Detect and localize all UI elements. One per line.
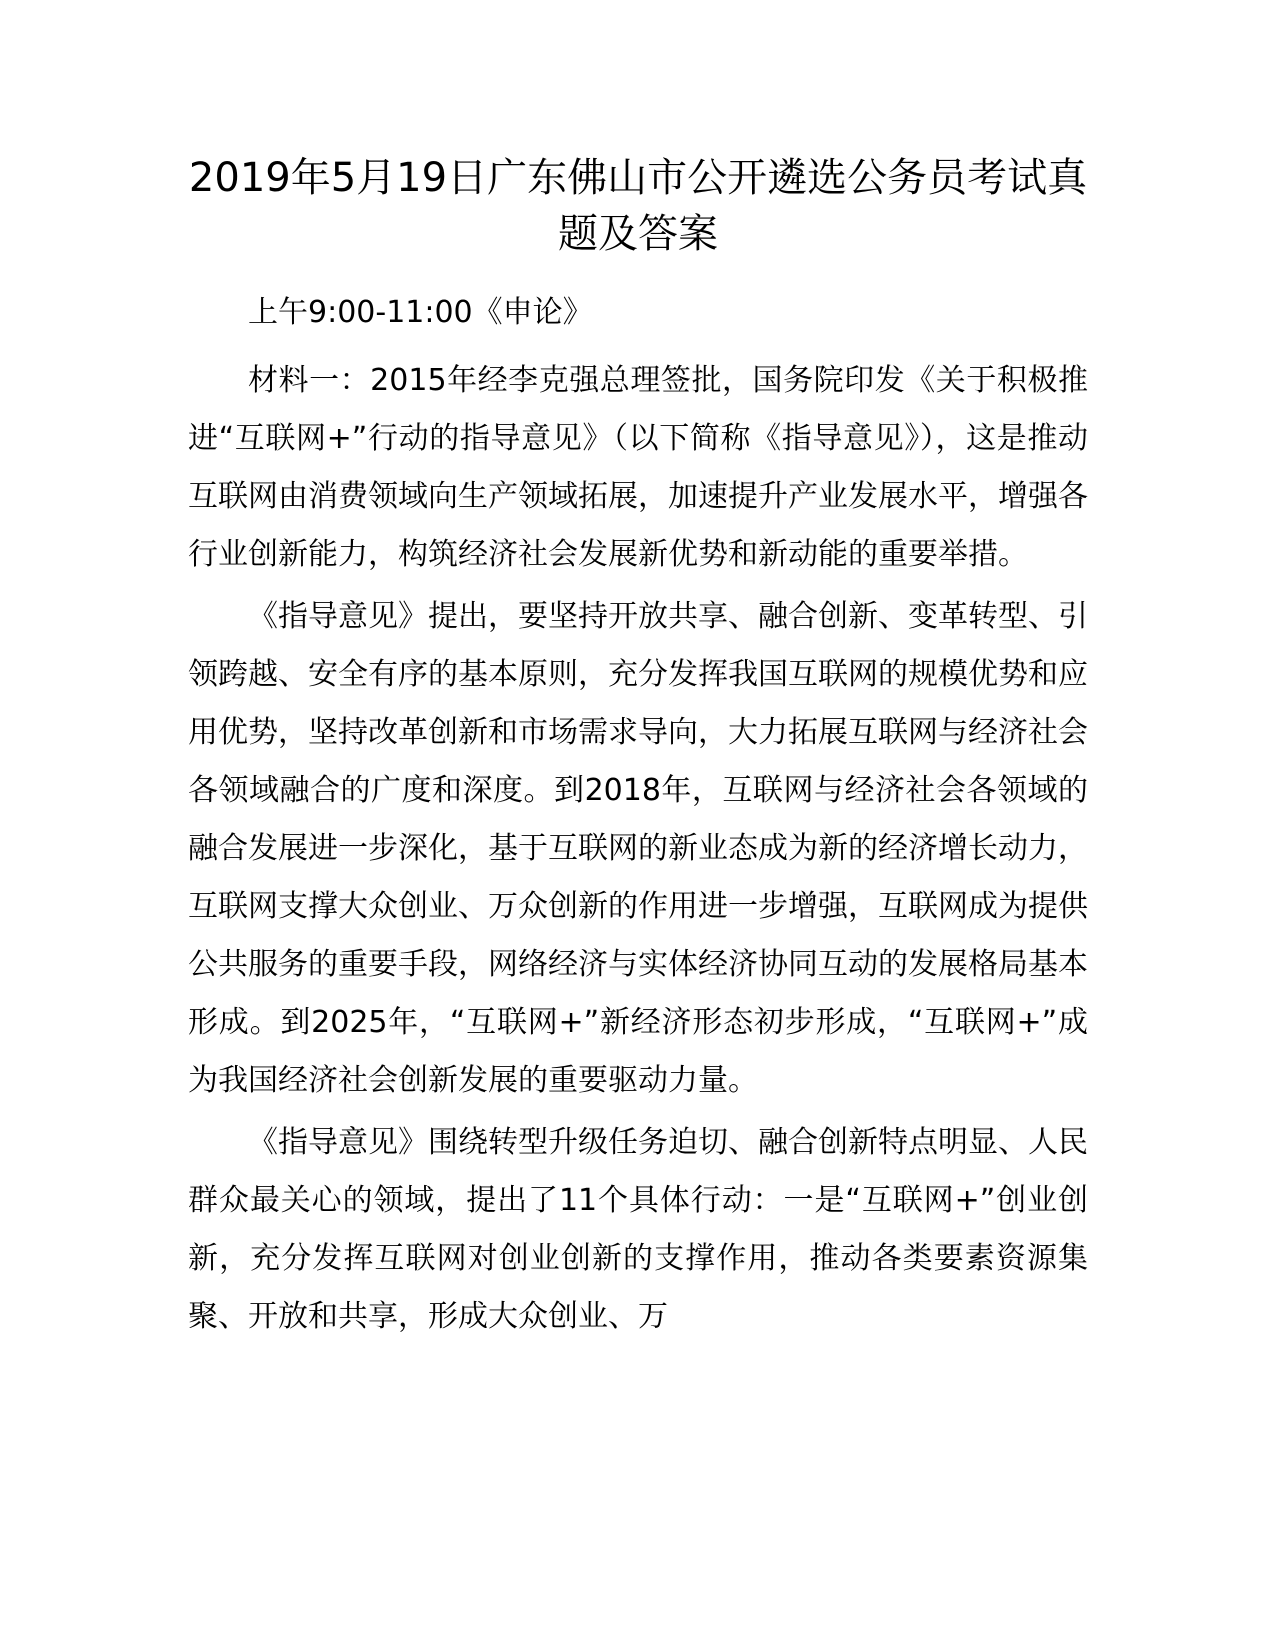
document-page bbox=[188, 150, 1088, 1350]
exam-session: 上午9:00-11:00《申论》 bbox=[248, 295, 593, 330]
document-title: 2019年5月19日广东佛山市公开遴选公务员考试真题及答案 bbox=[188, 155, 1088, 257]
paragraph-guidance-principles: 《指导意见》提出，要坚持开放共享、融合创新、变革转型、引领跨越、安全有序的基本原则，充分发挥我国互联网的规模优势和应用优势，坚持改革创新和市场需求导向，大力拓展互联网与经济社会各领域融合的广度和深度。到2018年，互联网与经济社会各领域的融合发展进一步深化，基于互联网的新业态成为新的经济增长动力，互联网支撑大众创业、万众创新的作用进一步增强，互联网成为提供公共服务的重要手段，网络经济与实体经济协同互动的发展格局基本形成。到2025年，“互联网+”新经济形态初步形成，“互联网+”成为我国经济社会创新发展的重要驱动力量。 bbox=[188, 599, 1088, 1098]
paragraph-material-one: 材料一：2015年经李克强总理签批，国务院印发《关于积极推进“互联网+”行动的指导意见》（以下简称《指导意见》），这是推动互联网由消费领域向生产领域拓展，加速提升产业发展水平，增强各行业创新能力，构筑经济社会发展新优势和新动能的重要举措。 bbox=[188, 363, 1088, 572]
paragraph-eleven-actions: 《指导意见》围绕转型升级任务迫切、融合创新特点明显、人民群众最关心的领域，提出了11个具体行动：一是“互联网+”创业创新，充分发挥互联网对创业创新的支撑作用，推动各类要素资源集聚、开放和共享，形成大众创业、万 bbox=[188, 1125, 1088, 1334]
